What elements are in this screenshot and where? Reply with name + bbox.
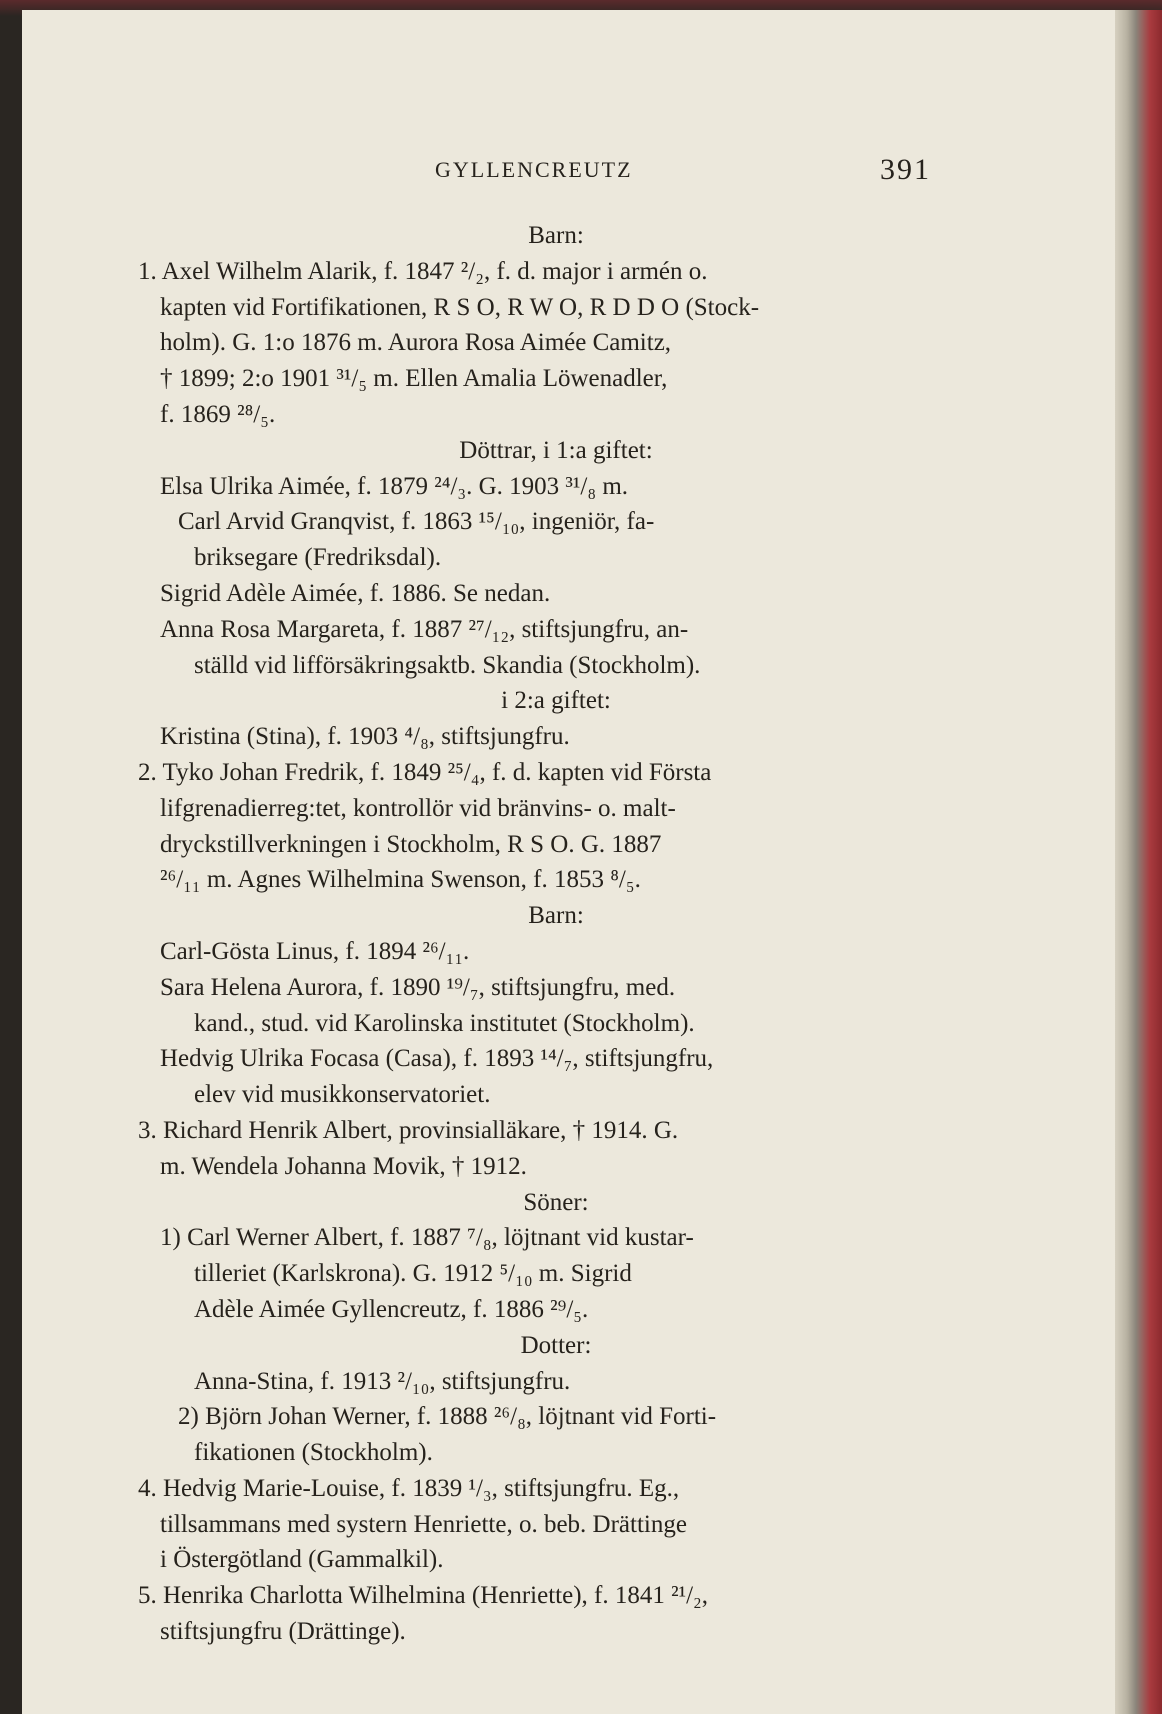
- section-heading: Barn:: [528, 222, 584, 249]
- text-line: Kristina (Stina), f. 1903 ⁴/₈, stiftsjungfru.: [160, 723, 570, 751]
- text-line: fikationen (Stockholm).: [194, 1439, 433, 1467]
- text-line: kand., stud. vid Karolinska institutet (Stockholm).: [194, 1009, 695, 1037]
- text-line: tillsammans med systern Henriette, o. beb. Drättinge: [160, 1510, 687, 1538]
- text-line: 4. Hedvig Marie-Louise, f. 1839 ¹/₃, stiftsjungfru. Eg.,: [138, 1474, 680, 1502]
- text-line: 2) Björn Johan Werner, f. 1888 ²⁶/₈, löjtnant vid Forti-: [178, 1403, 717, 1431]
- text-line: kapten vid Fortifikationen, R S O, R W O, R D D O (Stock-: [160, 293, 760, 321]
- text-line: ²⁶/₁₁ m. Agnes Wilhelmina Swenson, f. 1853 ⁸/₅.: [160, 866, 641, 894]
- text-line: Carl-Gösta Linus, f. 1894 ²⁶/₁₁.: [160, 937, 470, 965]
- text-line: 2. Tyko Johan Fredrik, f. 1849 ²⁵/₄, f. d. kapten vid Första: [138, 758, 712, 786]
- running-title: GYLLENCREUTZ: [435, 157, 633, 182]
- page-header: [0, 153, 1162, 189]
- text-line: tilleriet (Karlskrona). G. 1912 ⁵/₁₀ m. Sigrid: [194, 1260, 632, 1288]
- text-line: 1. Axel Wilhelm Alarik, f. 1847 ²/₂, f. d. major i armén o.: [138, 257, 708, 285]
- text-line: i Östergötland (Gammalkil).: [160, 1546, 444, 1574]
- text-line: 5. Henrika Charlotta Wilhelmina (Henriette), f. 1841 ²¹/₂,: [138, 1582, 708, 1610]
- text-line: lifgrenadierreg:tet, kontrollör vid bränvins- o. malt-: [160, 794, 676, 822]
- section-heading: Barn:: [528, 902, 584, 930]
- text-line: Sara Helena Aurora, f. 1890 ¹⁹/₇, stiftsjungfru, med.: [160, 973, 676, 1001]
- text-line: 1) Carl Werner Albert, f. 1887 ⁷/₈, löjtnant vid kustar-: [160, 1224, 694, 1252]
- text-line: m. Wendela Johanna Movik, † 1912.: [160, 1152, 527, 1180]
- section-heading: Döttrar, i 1:a giftet:: [459, 436, 653, 464]
- text-line: Sigrid Adèle Aimée, f. 1886. Se nedan.: [160, 579, 551, 607]
- text-line: Anna-Stina, f. 1913 ²/₁₀, stiftsjungfru.: [194, 1367, 571, 1395]
- text-line: elev vid musikkonservatoriet.: [194, 1081, 491, 1109]
- section-heading: Dotter:: [520, 1331, 592, 1359]
- text-line: stiftsjungfru (Drättinge).: [160, 1618, 406, 1646]
- text-line: briksegare (Fredriksdal).: [194, 544, 442, 572]
- text-line: † 1899; 2:o 1901 ³¹/₅ m. Ellen Amalia Löwenadler,: [160, 365, 668, 393]
- section-heading: Söner:: [523, 1188, 589, 1216]
- page-edge: [1115, 10, 1162, 1714]
- text-line: 3. Richard Henrik Albert, provinsialläkare, † 1914. G.: [138, 1116, 679, 1144]
- text-line: Anna Rosa Margareta, f. 1887 ²⁷/₁₂, stiftsjungfru, an-: [160, 615, 689, 643]
- text-line: f. 1869 ²⁸/₅.: [160, 400, 276, 428]
- genealogy-text: [138, 218, 952, 1650]
- section-heading: i 2:a giftet:: [501, 687, 611, 715]
- page-number: 391: [880, 153, 931, 186]
- text-line: ställd vid lifförsäkringsaktb. Skandia (Stockholm).: [194, 651, 701, 679]
- text-line: Carl Arvid Granqvist, f. 1863 ¹⁵/₁₀, ingeniör, fa-: [178, 508, 655, 536]
- text-line: dryckstillverkningen i Stockholm, R S O. G. 1887: [160, 830, 662, 858]
- text-line: Hedvig Ulrika Focasa (Casa), f. 1893 ¹⁴/₇, stiftsjungfru,: [160, 1045, 714, 1073]
- text-line: Elsa Ulrika Aimée, f. 1879 ²⁴/₃. G. 1903 ³¹/₈ m.: [160, 472, 629, 500]
- text-line: Adèle Aimée Gyllencreutz, f. 1886 ²⁹/₅.: [194, 1295, 589, 1323]
- text-line: holm). G. 1:o 1876 m. Aurora Rosa Aimée Camitz,: [160, 329, 672, 357]
